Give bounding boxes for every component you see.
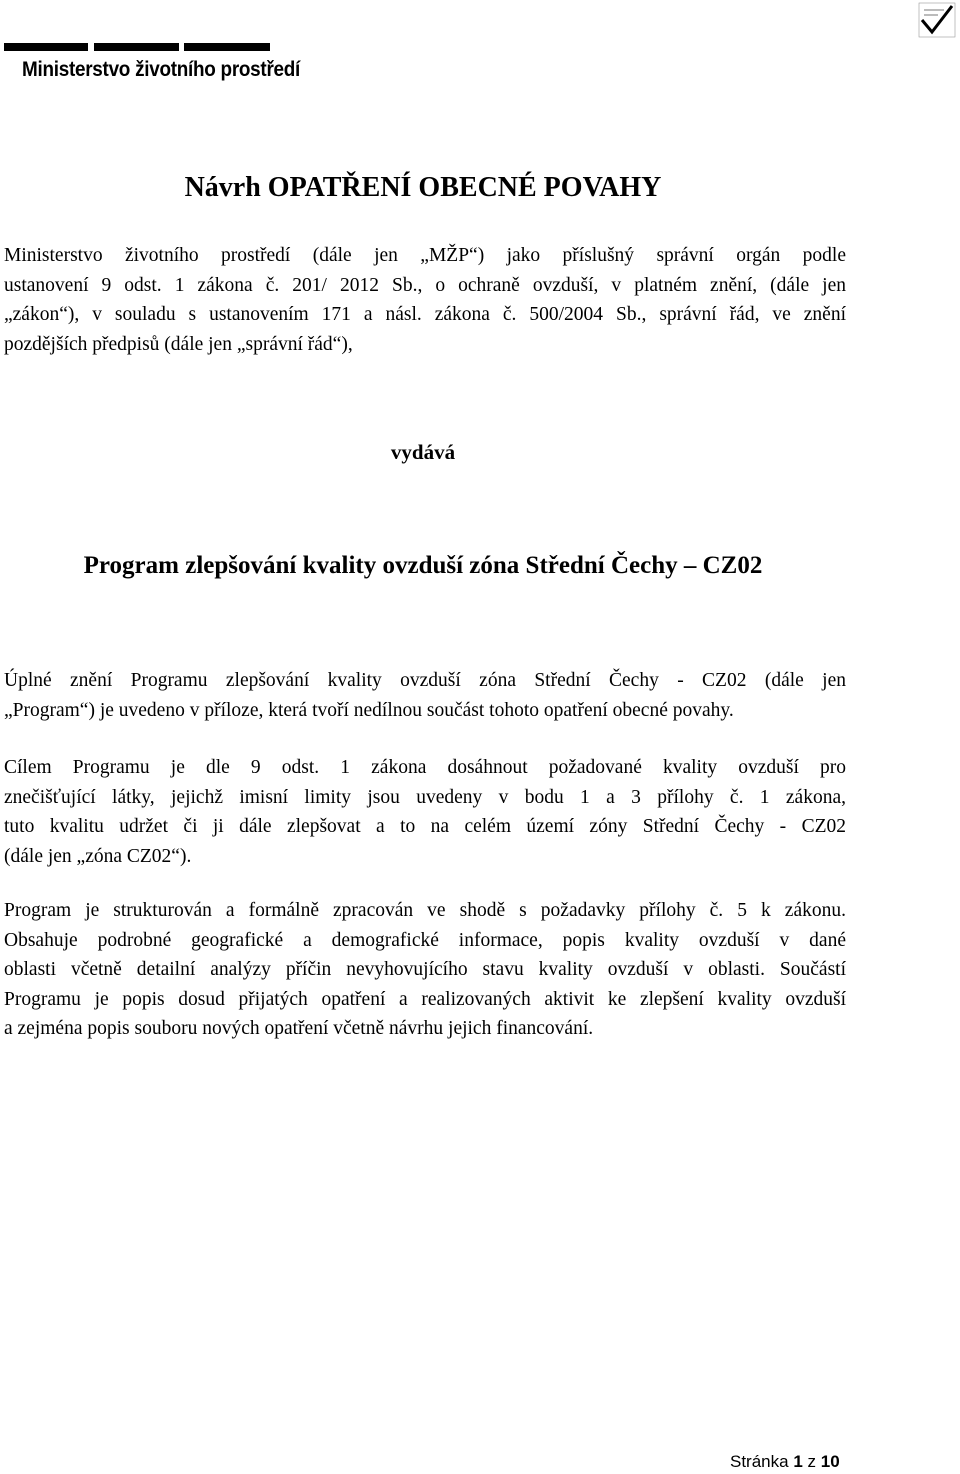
current-page: 1: [793, 1452, 803, 1471]
intro-paragraph: [4, 241, 846, 359]
document-title: Návrh OPATŘENÍ OBECNÉ POVAHY: [184, 172, 662, 203]
total-pages: 10: [820, 1452, 840, 1471]
page-word: Stránka: [730, 1452, 789, 1471]
paragraph-line: Program je strukturován a formálně zpracován ve shodě s požadavky přílohy č. 5 k zákonu.: [4, 900, 846, 921]
paragraph-line: tuto kvalitu udržet či ji dále zlepšovat a to na celém území zóny Střední Čechy - CZ02: [4, 816, 846, 837]
header-bar-3: [184, 43, 270, 51]
paragraph-line: a zejména popis souboru nových opatření včetně návrhu jejich financování.: [4, 1018, 594, 1039]
paragraph-line: Programu je popis dosud přijatých opatření a realizovaných aktivit ke zlepšení kvality ovzduší: [4, 988, 846, 1010]
intro-line: Ministerstvo životního prostředí (dále jen „MŽP“) jako příslušný správní orgán podle: [4, 245, 846, 266]
signature-stamp-icon: [918, 2, 956, 38]
program-title: Program zlepšování kvality ovzduší zóna Střední Čechy – CZ02: [83, 552, 763, 579]
structure-paragraph: [4, 896, 846, 1044]
page-number: [730, 1452, 840, 1472]
paragraph-line: (dále jen „zóna CZ02“).: [4, 845, 192, 867]
issues-heading: vydává: [390, 440, 456, 464]
paragraph-line: znečišťující látky, jejichž imisní limity jsou uvedeny v bodu 1 a 3 přílohy č. 1 zákona,: [4, 786, 846, 808]
paragraph-line: „Program“) je uvedeno v příloze, která tvoří nedílnou součást tohoto opatření obecné povahy.: [4, 699, 734, 721]
intro-line: pozdějších předpisů (dále jen „správní řád“),: [4, 333, 353, 355]
intro-line: „zákon“), v souladu s ustanovením 171 a násl. zákona č. 500/2004 Sb., správní řád, ve znění: [4, 304, 846, 325]
paragraph-line: Obsahuje podrobné geografické a demografické informace, popis kvality ovzduší v dané: [4, 929, 846, 951]
ministry-logo-text: Ministerstvo životního prostředí: [22, 58, 301, 81]
paragraph-line: Cílem Programu je dle 9 odst. 1 zákona dosáhnout požadované kvality ovzduší pro: [4, 757, 846, 778]
program-paragraph: [4, 666, 846, 725]
intro-line: ustanovení 9 odst. 1 zákona č. 201/ 2012 Sb., o ochraně ovzduší, v platném znění, (dále jen: [4, 274, 846, 296]
header-bar-1: [4, 43, 88, 51]
header-bar-2: [94, 43, 179, 51]
of-word: z: [807, 1452, 817, 1471]
goal-paragraph: [4, 753, 846, 871]
paragraph-line: Úplné znění Programu zlepšování kvality ovzduší zóna Střední Čechy - CZ02 (dále jen: [4, 670, 846, 691]
paragraph-line: oblasti včetně detailní analýzy příčin nevyhovujícího stavu kvality ovzduší v oblasti. Součástí: [4, 959, 846, 980]
